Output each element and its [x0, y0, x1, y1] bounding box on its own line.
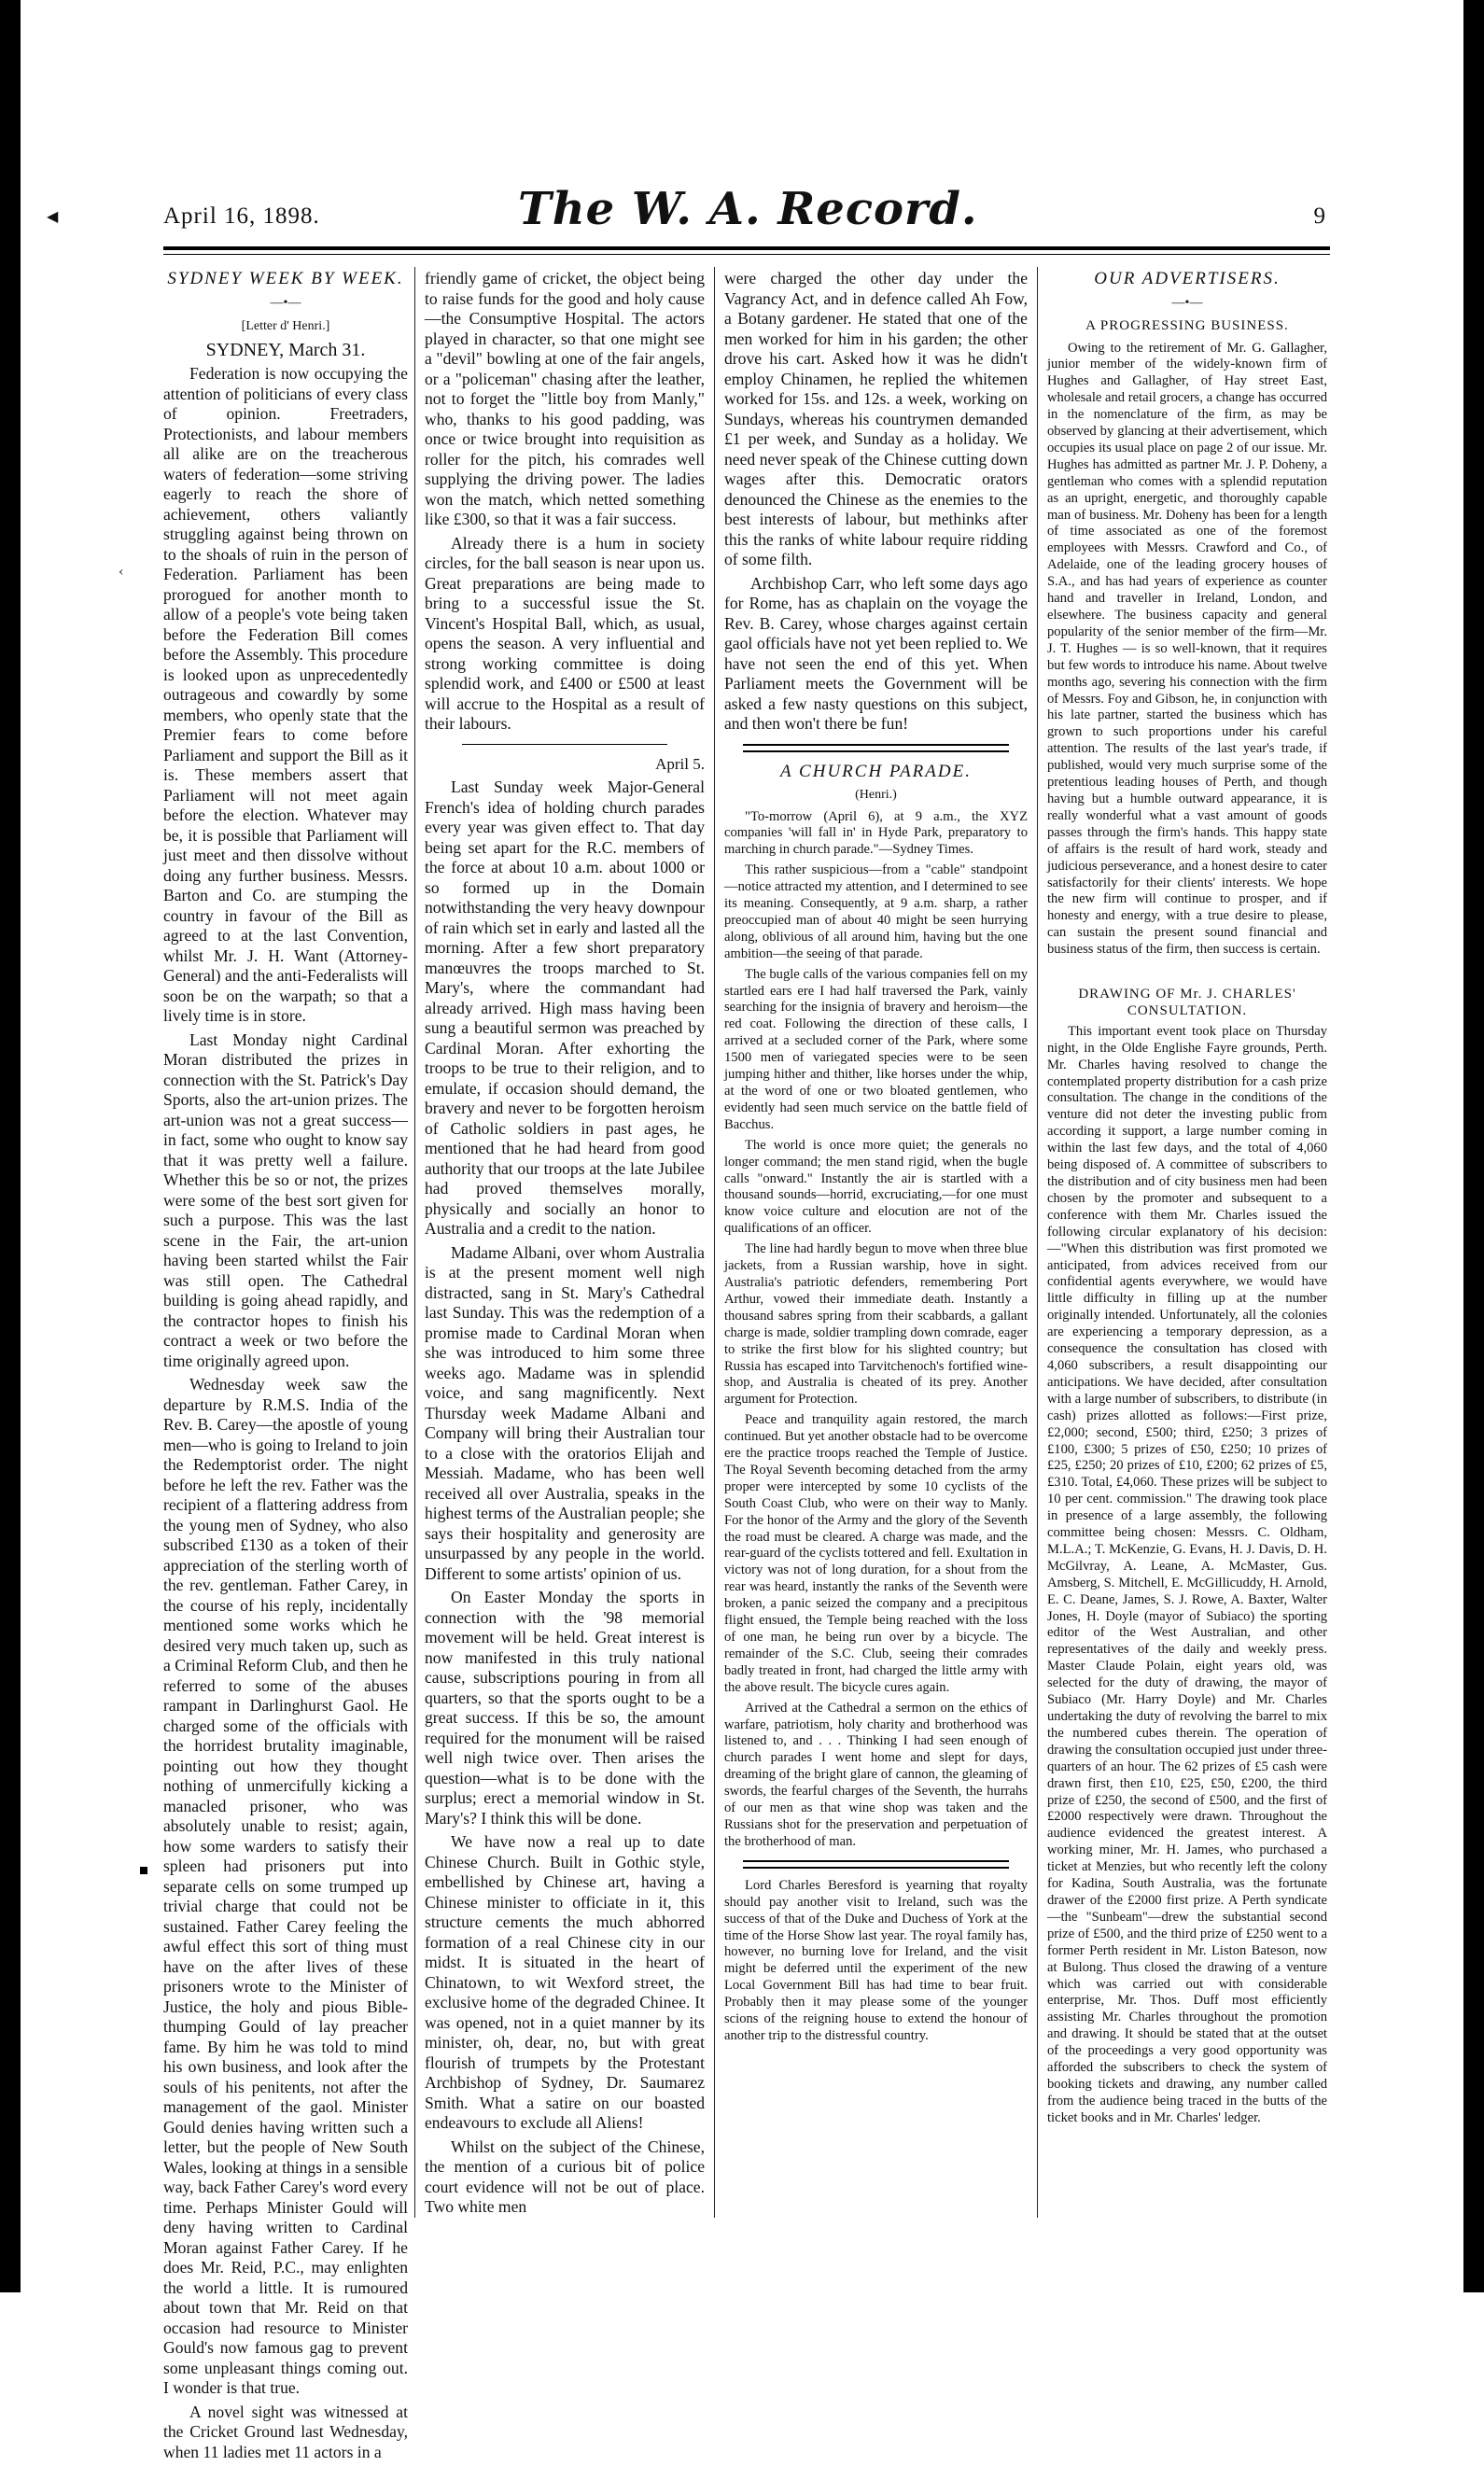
column-rule	[1037, 267, 1038, 2218]
column-rule	[414, 267, 415, 2218]
article-heading: SYDNEY WEEK BY WEEK.	[167, 269, 404, 288]
issue-date: April 16, 1898.	[163, 203, 320, 229]
paragraph: A novel sight was witnessed at the Cricket Ground last Wednesday, when 11 ladies met 11 actors in a	[163, 2402, 408, 2461]
article-byline: [Letter d' Henri.]	[241, 319, 330, 333]
paragraph: Owing to the retirement of Mr. G. Gallagher, junior member of the widely-known firm of Hughes and Gallagher, of Hay street East, wholesale and retail grocers, a change has occurred in the nomenclature of the firm, as may be observed by glancing at their advertisement, which occupies its usual place on page 2 of our issue. Mr. Hughes has admitted as partner Mr. J. P. Doheny, a gentleman who comes with a splendid reputation as an upright, energetic, and thoroughly capable man of business. Mr. Doheny has been for a length of time associated as one of the foremost employees with Messrs. Crawford and Co., of Adelaide, one of the leading grocery houses of S.A., and has had years of experience as counter hand and traveller in Ireland, London, and elsewhere. The business capacity and general popularity of the senior member of the firm—Mr. J. T. Hughes — is so well-known, that it requires but few words to introduce his name. About twelve months ago, severing his connection with the firm of Messrs. Foy and Gibson, he, in conjunction with his late partner, started the business which has grown to such proportions under his careful attention. The results of the last year's trade, if published, would very much surprise some of the pretentious leading houses of Perth, and though having but a humble outward appearance, it is really wonderful what a vast amount of goods passes through the firm's hands. This happy state of affairs is the result of hard work, steady and judicious perseverance, and a honest desire to cater satisfactorily for their clients' interests. We hope the new firm will continue to prosper, and if honesty and energy, with a true desire to please, can sustain the present sound financial and business status of the firm, then success is certain.	[1047, 340, 1327, 958]
paragraph: Whilst on the subject of the Chinese, the mention of a curious bit of police court evidence will not be out of place. Two white men	[425, 2137, 705, 2216]
paragraph: The world is once more quiet; the generals no longer command; the men stand rigid, when the bugle calls "onward." Instantly the air is startled with a thousand sounds—horrid, excruciating,—for one must know voice culture and elocution are not of the qualifications of an officer.	[724, 1137, 1028, 1237]
paragraph: Arrived at the Cathedral a sermon on the ethics of warfare, patriotism, holy charity and brotherhood was listened to, and . . . Thinking I had seen enough of church parades I went home and slept for days, dreaming of the bright glare of cannon, the gleaming of swords, the fearful charges of the Seventh, the hurrahs of our men as that wine shop was taken and the Russians shot for the preservation and perpetuation of the brotherhood of man.	[724, 1700, 1028, 1849]
edge-mark: ◀	[47, 207, 59, 225]
paragraph: This important event took place on Thursday night, in the Olde Englishe Fayre grounds, Perth. Mr. Charles having resolved to change the contemplated property distribution for a cash prize consultation. The change in the conditions of the venture did not deter the investing public from according it support, a large number coming in within the last few days, and the total of 4,060 being disposed of. A committee of subscribers to the distribution and of city business men had been chosen by the promoter and subsequent to a conference with them Mr. Charles issued the following circular explanatory of his decision:—"When this distribution was first promoted we anticipated, from advices received from our confidential agents everywhere, we would have little difficulty in filling up at the number originally intended. Unfortunately, all the colonies are experiencing a temporary depression, as a consequence the consultation has closed with 4,060 subscribers, a result disappointing our anticipations. We have decided, after consultation with a large number of subscribers, to distribute (in cash) prizes allotted as follows:—First prize, £2,000; second, £500; third, £250; 3 prizes of £100, £300; 5 prizes of £50, £250; 10 prizes of £25, £250; 20 prizes of £10, £200; 62 prizes of £5, £310. Total, £4,060. These prizes will be subject to 10 per cent. commission." The drawing took place in presence of a large assembly, the following committee being chosen: Messrs. C. Oldham, M.L.A.; T. McKenzie, G. Evans, H. J. Davis, D. H. McGilvray, A. Leane, A. McMaster, Gus. Amsberg, S. Mitchell, E. McGillicuddy, H. Arnold, E. C. Deane, James, S. J. Rowe, A. Baxter, Walter Jones, H. Doyle (mayor of Subiaco) the sporting editor of the West Australian, and other representatives of the daily and weekly press. Master Claude Polain, eight years old, was selected for the duty of drawing, the mayor of Subiaco (Mr. Harry Doyle) and Mr. Charles undertaking the duty of revolving the barrel to mix the numbered cubes therein. The operation of drawing the consultation occupied just under three-quarters of an hour. The 62 prizes of £5 cash were drawn first, then £10, £25, £50, £200, the third prize of £250, the second of £500, and the first of £2000 respectively were drawn. Throughout the audience evidenced the greatest interest. A working miner, Mr. H. James, who purchased a ticket at Menzies, but who recently left the colony for Kadina, South Australia, was the fortunate drawer of the £2000 first prize. A Perth syndicate—the "Sunbeam"—drew the substantial second prize of £500, and the third prize of £250 went to a former Perth resident in Mr. Liston Bateson, now at Bulong. Thus closed the drawing of a venture which was carried out with considerable enterprise, Mr. Thos. Duff most efficiently assisting Mr. Charles throughout the promotion and drawing. It should be stated that at the outset of the proceedings a very good opportunity was afforded the subscribers to check the system of booking tickets and drawing, any number called from the audience being traced in the butts of the ticket books and in Mr. Charles' ledger.	[1047, 1023, 1327, 2125]
article-body-small	[1047, 341, 1327, 2127]
separator-double-rule	[743, 744, 1009, 752]
article-dateline: SYDNEY, March 31.	[205, 339, 366, 360]
paragraph: were charged the other day under the Vagrancy Act, and in defence called Ah Fow, a Botany gardener. He stated that one of the men worked for him in his garden; the other drove his cart. Asked how it was he didn't employ Chinamen, he replied the whitemen worked for 15s. and 12s. a week, working on Sundays, whereas his countrymen demanded £1 per week, and Sunday as a holiday. We need never speak of the Chinese cutting down wages after this. Democratic orators denounced the Chinese as the enemies to the best interests of labour, but methinks after this the ranks of white labour require ridding of some filth.	[724, 269, 1028, 568]
masthead-rule-thin	[163, 254, 1330, 255]
separator-rule	[462, 744, 667, 745]
masthead	[163, 183, 1325, 235]
paragraph: The line had hardly begun to move when three blue jackets, from a Russian warship, hove in sight. Australia's patriotic defenders, remembering Port Arthur, vowed their immediate death. Instantly a thousand sabres spring from their scabbards, a gallant charge is made, soldier trampling down comrade, eager to strike the first blow for his slighted country; but Russia has escaped into Tarvitchenoch's fortified wine-shop, and Australia is cheated of its prey. Another argument for Protection.	[724, 1241, 1028, 1408]
paragraph: friendly game of cricket, the object being to raise funds for the good and holy cause—the Consumptive Hospital. The actors played in character, so that one might see a "devil" bowling at one of the fair angels, or a "policeman" chasing after the leather, not to forget the "little boy from Manly," who, thanks to his good padding, was once or twice brought into requisition as roller for the pitch, his comrades well supplying the driving power. The ladies won the match, which netted something like £300, so that it was a fair success.	[425, 269, 705, 528]
section-heading: OUR ADVERTISERS.	[1094, 269, 1281, 288]
paragraph: Madame Albani, over whom Australia is at the present moment well nigh distracted, sang in St. Mary's Cathedral last Sunday. This was the redemption of a promise made to Cardinal Moran when she was introduced to him some three weeks ago. Madame was in splendid voice, and sang magnificently. Next Thursday week Madame Albani and Company will bring their Australian tour to a close with the oratorios Elijah and Messiah. Madame, who has been well received all over Australia, speaks in the highest terms of the Australian people; she says their hospitality and generosity are unsurpassed by any people in the world. Different to some artists' opinion of us.	[425, 1242, 706, 1583]
paragraph: The bugle calls of the various companies fell on my startled ears ere I had half traversed the Park, vainly searching for the insignia of bravery and heroism—the red coat. Following the direction of these calls, I arrived at a secluded corner of the Park, where some 1500 men of variegated species were to be seen jumping hither and thither, like horses under the whip, at the word of one or two bloated gentlemen, who evidently had seen much service on the battle field of Bacchus.	[724, 966, 1028, 1132]
paragraph: This rather suspicious—from a "cable" standpoint—notice attracted my attention, and I determined to see its meaning. Consequently, at 9 a.m. sharp, a rather preoccupied man of about 40 might be seen hurrying along, oblivious of all around him, having but the one ambition—the seeing of that parade.	[724, 862, 1028, 961]
paragraph: Federation is now occupying the attention of politicians of every class of opinion. Freetraders, Protectionists, and labour members all alike are on the treacherous waters of federation—some striving eagerly to reach the shore of achievement, others valiantly struggling against being thrown on to the shoals of ruin in the person of Federation. Parliament has been prorogued for another month to allow of a people's vote being taken before the Federation Bill comes before the Assembly. This procedure is looked upon as unprecedentedly outrageous and cowardly by some members, who openly state that the Premier fears to come before Parliament and support the Bill as it is. These members assert that Parliament will not meet again before the election. Whatever may be, it is possible that Parliament will just meet and then dissolve without doing any further business. Messrs. Barton and Co. are stumping the country in favour of the Bill as agreed to at the last Convention, whilst Mr. J. H. Want (Attorney-General) and the anti-Federalists will soon be on the warpath; so that a lively time is in store.	[163, 364, 408, 1025]
margin-mark	[140, 1867, 147, 1874]
paragraph: Last Monday night Cardinal Moran distributed the prizes in connection with the St. Patrick's Day Sports, also the art-union prizes. The art-union was not a great success—in fact, some who ought to know say that it was pretty well a failure. Whether this be so or not, the prizes were some of the best sort given for such a purpose. This was the last scene in the Fair, the art-union having been started whilst the Fair was still open. The Cathedral building is going ahead rapidly, and the contractor hopes to finish his contract a week or two before the time originally agreed upon.	[163, 1030, 408, 1370]
paragraph: Peace and tranquility again restored, the march continued. But yet another obstacle had to be overcome ere the practice troops reached the Temple of Justice. The Royal Seventh becoming detached from the army proper were intercepted by some 10 cyclists of the South Coast Club, who were on their way to Manly. For the honor of the Army and the glory of the Seventh the road must be cleared. A charge was made, and the rear-guard of the cyclists tottered and fell. Exultation in victory was not of long duration, for a shout from the rear was heard, instantly the ranks of the Seventh were broken, a panic seized the company and a precipitous flight ensued, the Temple being reached with the loss of one man, he being run over by a bicycle. The remainder of the S.C. Club, seeing their comrades badly treated in front, had charged the little army with the above result. The bicycle cures again.	[724, 1412, 1028, 1695]
column-rule	[714, 267, 715, 2218]
paragraph: We have now a real up to date Chinese Church. Built in Gothic style, embellished by Chinese art, having a Chinese minister to officiate in it, this structure cements the much abhorred formation of a real Chinese city in our midst. It is situated in the heart of Chinatown, to wit Wexford street, the exclusive home of the degraded Chinee. It was opened, not in a quiet manner by its minister, oh, dear, no, but with great flourish of trumpets by the Protestant Archbishop of Sydney, Dr. Saumarez Smith. What a satire on our boasted endeavours to exclude all Aliens!	[425, 1832, 705, 2132]
column-2	[425, 269, 705, 2221]
paragraph: Already there is a hum in society circles, for the ball season is near upon us. Great preparations are being made to bring to a successful issue the St. Vincent's Hospital Ball, which, as usual, opens the season. A very influential and strong working committee is doing splendid work, and £400 or £500 at least will accrue to the Hospital as a result of their labours.	[425, 533, 705, 733]
paragraph: On Easter Monday the sports in connection with the '98 memorial movement will be held. Great interest is now manifested in this truly national cause, subscriptions pouring in from all quarters, so that the sports ought to be a great success. If this be so, the amount required for the monument will be raised well nigh twice over. Then arises the question—what is to be done with the surplus; erect a memorial window in St. Mary's? I think this will be done.	[425, 1588, 705, 1828]
article-dateline: April 5.	[655, 754, 705, 773]
article-body-small	[724, 809, 1028, 2045]
ornament-dash: —•—	[1171, 295, 1203, 310]
paragraph: Lord Charles Beresford is yearning that royalty should pay another visit to Ireland, such was the success of that of the Duke and Duchess of York at the time of the Horse Show last year. The royal family has, however, no burning love for Ireland, and the visit might be deferred until the experiment of the new Local Government Bill has had time to bear fruit. Probably then it may please some of the younger scions of the reigning house to extend the honour of another trip to the distressful country.	[724, 1877, 1028, 2043]
separator-double-rule	[743, 1860, 1009, 1869]
paragraph: Wednesday week saw the departure by R.M.S. India of the Rev. B. Carey—the apostle of young men—who is going to Ireland to join the Redemptorist order. The night before he left the rev. Father was the recipient of a flattering address from the young men of Sydney, who also subscribed £130 as a token of their appreciation of the sterling worth of the rev. gentleman. Father Carey, in the course of his reply, incidentally mentioned some works which he desired very much taken up, such as a Criminal Reform Club, and then he referred to some of the abuses rampant in Darlinghurst Gaol. He charged some of the officials with the horridest brutality imaginable, pointing out how they thought nothing of unmercifully kicking a manacled prisoner, who was absolutely unable to resist; again, how some warders to satisfy their spleen had prisoners put into separate cells on some trumped up trivial charge that could not be sustained. Father Carey feeling the awful effect this sort of thing must have on the after lives of these prisoners wrote to the Minister of Justice, the holy and pious Bible-thumping Gould of lay preacher fame. By him he was told to mind his own business, and look after the souls of his penitents, not after the management of the gaol. Minister Gould denies having written such a letter, but the people of New South Wales, looking at things in a sensible way, back Father Carey's word every time. Perhaps Minister Gould will deny having written to Cardinal Moran against Father Carey. If he does Mr. Reid, P.C., may enlighten the world a little. It is rumoured about town that Mr. Reid on that occasion had resource to Minister Gould's now famous gag to prevent some unpleasant things coming out. I wonder is that true.	[163, 1375, 408, 2397]
article-heading: A PROGRESSING BUSINESS.	[1085, 318, 1289, 333]
column-3	[724, 269, 1028, 2049]
paragraph: Archbishop Carr, who left some days ago for Rome, has as chaplain on the voyage the Rev. B. Carey, whose charges against certain gaol officials have not yet been replied to. We have not seen the end of this yet. When Parliament meets the Government will be asked a few nasty questions on this subject, and then won't there be fun!	[724, 573, 1028, 733]
article-heading: A CHURCH PARADE.	[780, 761, 972, 781]
article-byline: (Henri.)	[855, 788, 897, 802]
margin-mark: ‹	[119, 565, 124, 580]
newspaper-title: The W. A. Record.	[518, 183, 978, 235]
masthead-rule	[163, 246, 1330, 250]
column-1	[163, 269, 408, 2466]
paragraph: Last Sunday week Major-General French's idea of holding church parades every year was given effect to. That day being set apart for the R.C. members of the force at about 10 a.m. about 1000 or so formed up in the Domain notwithstanding the very heavy downpour of rain which set in early and lasted all the morning. After a few short preparatory manœuvres the troops marched to St. Mary's, where the commandant had already arrived. High mass having been sung a beautiful sermon was preached by Cardinal Moran. After exhorting the troops to be true to their religion, and to emulate, if occasion should demand, the bravery and never to be forgotten heroism of Catholic soldiers in past ages, he mentioned that he had heard from good authority that our troops at the late Jubilee had proved themselves morally, physically and socially an honor to Australia and a credit to the nation.	[425, 778, 705, 1238]
article-heading: DRAWING OF Mr. J. CHARLES' CONSULTATION.	[1078, 987, 1296, 1018]
column-4	[1047, 269, 1327, 2131]
page-number: 9	[1313, 203, 1325, 229]
epigraph-quote: "To-morrow (April 6), at 9 a.m., the XYZ companies 'will fall in' in Hyde Park, preparatory to marching in church parade."—Sydney Times.	[724, 808, 1028, 858]
ornament-dash: —•—	[270, 295, 301, 310]
